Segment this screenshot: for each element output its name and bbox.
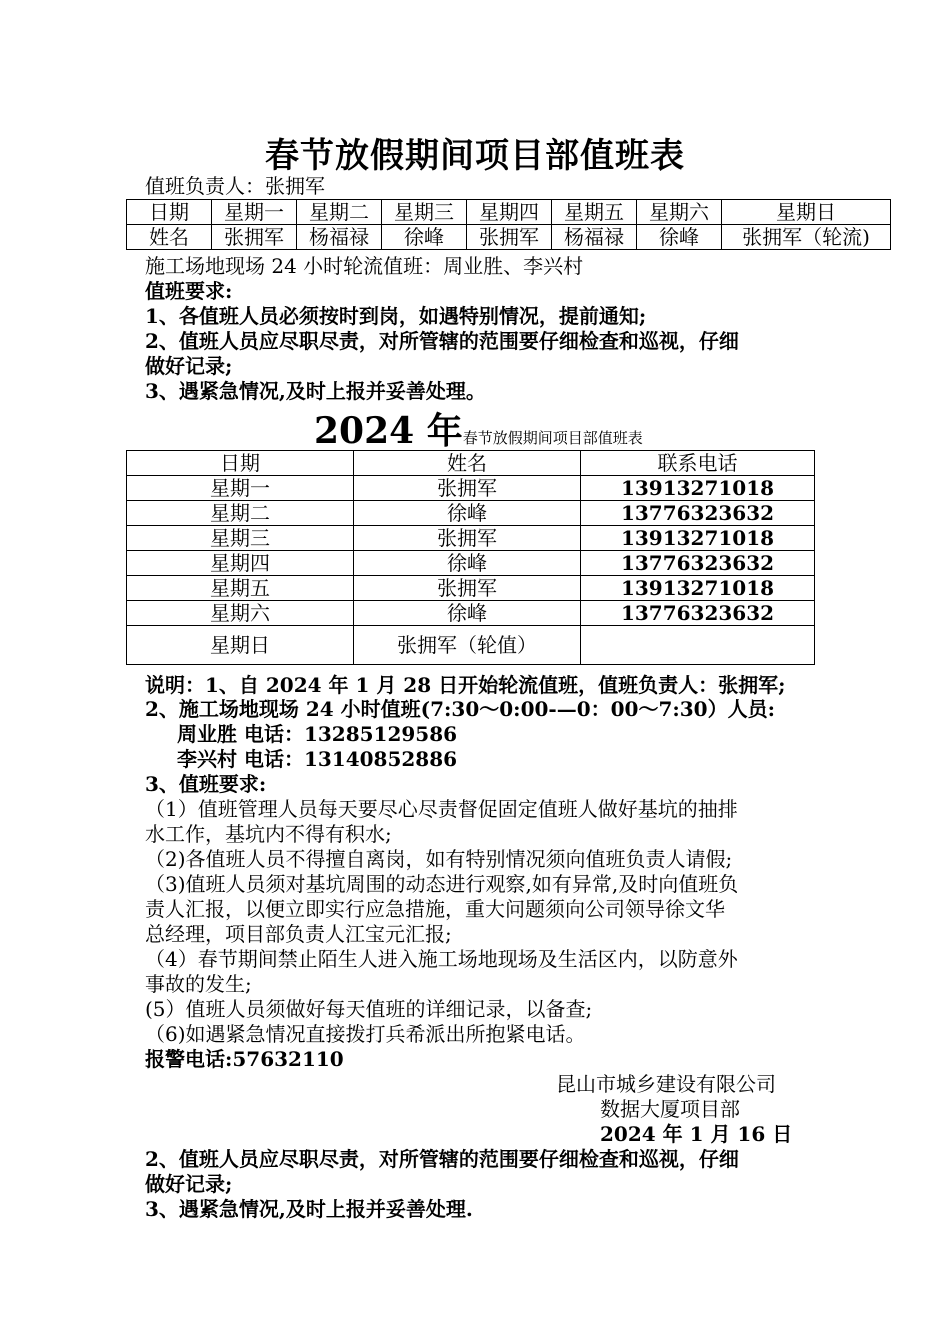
table-cell: 张拥军 (212, 225, 297, 250)
table-header-row (127, 451, 815, 476)
table-cell: 日期 (127, 200, 212, 225)
table-cell: 杨福禄 (552, 225, 637, 250)
table-cell: 杨福禄 (297, 225, 382, 250)
table-cell: 星期一 (212, 200, 297, 225)
page-title: 春节放假期间项目部值班表 (265, 136, 685, 176)
table-cell: 星期日 (722, 200, 891, 225)
weekly-schedule-table (126, 199, 891, 250)
section-title (314, 403, 643, 454)
phone-cell: 13776323632 (581, 501, 815, 526)
requirements-heading: 值班要求: (145, 279, 233, 303)
table-cell: 星期三 (382, 200, 467, 225)
column-header: 日期 (127, 451, 354, 476)
table-cell: 姓名 (127, 225, 212, 250)
table-cell: 星期六 (127, 601, 354, 626)
table-cell: 张拥军 (354, 476, 581, 501)
requirement-1: 1、各值班人员必须按时到岗，如遇特别情况，提前通知; (145, 304, 647, 328)
rule-4-cont: 事故的发生; (145, 972, 252, 996)
table-cell: 张拥军（轮流) (722, 225, 891, 250)
table-row (127, 526, 815, 551)
signature-company: 昆山市城乡建设有限公司 (556, 1072, 776, 1096)
table-cell: 星期二 (127, 501, 354, 526)
table-row (127, 601, 815, 626)
column-header: 姓名 (354, 451, 581, 476)
table-cell: 星期五 (127, 576, 354, 601)
rule-1-cont: 水工作，基坑内不得有积水; (145, 822, 392, 846)
requirement-2-cont: 做好记录; (145, 354, 233, 378)
responsible-line: 值班负责人：张拥军 (145, 174, 325, 198)
table-cell: 星期二 (297, 200, 382, 225)
section-title-year: 2024 年 (314, 410, 463, 452)
table-cell: 星期四 (127, 551, 354, 576)
table-cell: 张拥军（轮值） (354, 626, 581, 665)
table-cell: 徐峰 (354, 601, 581, 626)
note-1: 说明：1、自 2024 年 1 月 28 日开始轮流值班，值班负责人：张拥军; (145, 673, 786, 697)
table-row (127, 551, 815, 576)
site-duty-line: 施工场地现场 24 小时轮流值班：周业胜、李兴村 (145, 254, 584, 278)
section-title-text: 春节放假期间项目部值班表 (462, 429, 643, 447)
table-cell: 星期四 (467, 200, 552, 225)
rule-3: （3)值班人员须对基坑周围的动态进行观察,如有异常,及时向值班负 (145, 872, 739, 896)
requirement-3: 3、遇紧急情况,及时上报并妥善处理。 (145, 379, 486, 403)
table-row (127, 200, 891, 225)
table-cell: 星期日 (127, 626, 354, 665)
rule-4: （4）春节期间禁止陌生人进入施工场地现场及生活区内，以防意外 (145, 947, 738, 971)
rule-5: (5）值班人员须做好每天值班的详细记录，以备查; (145, 997, 593, 1021)
rule-1: （1）值班管理人员每天要尽心尽责督促固定值班人做好基坑的抽排 (145, 797, 738, 821)
note-2: 2、施工场地现场 24 小时值班(7:30～0:00-—0：00～7:30）人员: (145, 697, 775, 721)
phone-cell: 13776323632 (581, 601, 815, 626)
phone-cell: 13776323632 (581, 551, 815, 576)
phone-cell (581, 626, 815, 665)
requirement-2: 2、值班人员应尽职尽责，对所管辖的范围要仔细检查和巡视，仔细 (145, 329, 739, 353)
table-cell: 张拥军 (467, 225, 552, 250)
table-cell: 张拥军 (354, 526, 581, 551)
person-2-contact: 李兴村 电话：13140852886 (177, 747, 458, 771)
table-cell: 徐峰 (637, 225, 722, 250)
footer-requirement-2: 2、值班人员应尽职尽责，对所管辖的范围要仔细检查和巡视，仔细 (145, 1147, 739, 1171)
rule-2: （2)各值班人员不得擅自离岗，如有特别情况须向值班负责人请假; (145, 847, 733, 871)
police-phone: 报警电话:57632110 (145, 1047, 344, 1071)
table-row (127, 225, 891, 250)
table-cell: 徐峰 (382, 225, 467, 250)
rule-6: （6)如遇紧急情况直接拨打兵希派出所抱紧电话。 (145, 1022, 586, 1046)
table-row (127, 501, 815, 526)
note-3-heading: 3、值班要求: (145, 772, 267, 796)
table-cell: 星期一 (127, 476, 354, 501)
footer-requirement-2-cont: 做好记录; (145, 1172, 233, 1196)
footer-requirement-3: 3、遇紧急情况,及时上报并妥善处理. (145, 1197, 473, 1221)
table-cell: 徐峰 (354, 551, 581, 576)
rule-3-cont: 责人汇报，以便立即实行应急措施，重大问题须向公司领导徐文华 (145, 897, 725, 921)
table-cell: 星期五 (552, 200, 637, 225)
table-cell: 徐峰 (354, 501, 581, 526)
column-header: 联系电话 (581, 451, 815, 476)
signature-department: 数据大厦项目部 (600, 1097, 740, 1121)
table-row (127, 626, 815, 665)
table-cell: 星期三 (127, 526, 354, 551)
phone-cell: 13913271018 (581, 576, 815, 601)
duty-roster-table (126, 450, 815, 665)
table-row (127, 576, 815, 601)
phone-cell: 13913271018 (581, 476, 815, 501)
signature-date: 2024 年 1 月 16 日 (600, 1122, 793, 1146)
table-cell: 星期六 (637, 200, 722, 225)
rule-3-cont-2: 总经理，项目部负责人江宝元汇报; (145, 922, 452, 946)
person-1-contact: 周业胜 电话：13285129586 (177, 722, 458, 746)
phone-cell: 13913271018 (581, 526, 815, 551)
table-row (127, 476, 815, 501)
table-cell: 张拥军 (354, 576, 581, 601)
